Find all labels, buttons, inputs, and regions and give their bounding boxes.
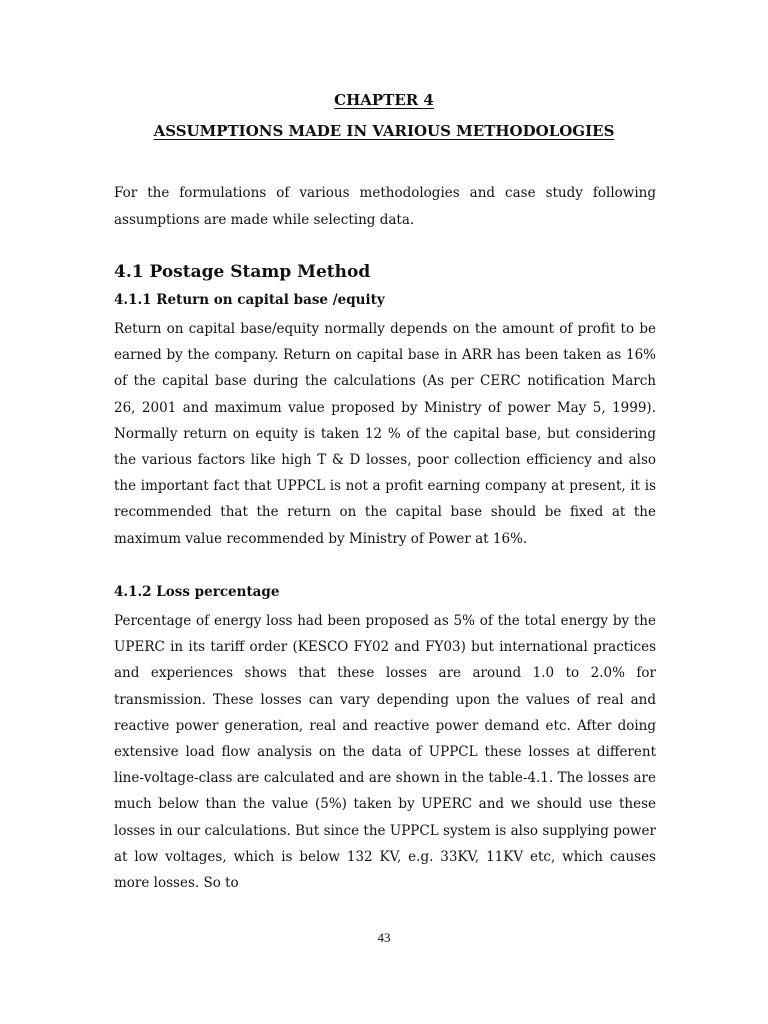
chapter-title: ASSUMPTIONS MADE IN VARIOUS METHODOLOGIES	[153, 122, 615, 140]
paragraph-loss: Percentage of energy loss had been proposed as 5% of the total energy by the UPERC in its tariff order (KESCO FY02 and FY03) but international practices and experiences shows that these losses are around 1.0 to 2.0% for transmission. These losses can vary depending upon the values of real and reactive power generation, real and reactive power demand etc. After doing extensive load flow analysis on the data of UPPCL these losses at different line-voltage-class are calculated and are shown in the table-4.1. The losses are much below than the value (5%) taken by UPERC and we should use these losses in our calculations. But since the UPPCL system is also supplying power at low voltages, which is below 132 KV, e.g. 33KV, 11KV etc, which causes more losses. So to	[114, 613, 656, 892]
page-number: 43	[377, 930, 391, 945]
section-heading: 4.1 Postage Stamp Method	[114, 262, 371, 282]
subsection-heading-return: 4.1.1 Return on capital base /equity	[114, 292, 385, 308]
paragraph-return: Return on capital base/equity normally depends on the amount of profit to be earned by the company. Return on capital base in ARR has been taken as 16% of the capital base during the calculations (As per CERC notification March 26, 2001 and maximum value proposed by Ministry of power May 5, 1999). Normally return on equity is taken 12 % of the capital base, but considering the various factors like high T & D losses, poor collection efficiency and also the important fact that UPPCL is not a profit earning company at present, it is recommended that the return on the capital base should be fixed at the maximum value recommended by Ministry of Power at 16%.	[114, 321, 656, 547]
chapter-label: CHAPTER 4	[334, 91, 434, 109]
subsection-heading-loss: 4.1.2 Loss percentage	[114, 584, 280, 600]
intro-paragraph: For the formulations of various methodologies and case study following assumptions are made while selecting data.	[114, 185, 656, 228]
